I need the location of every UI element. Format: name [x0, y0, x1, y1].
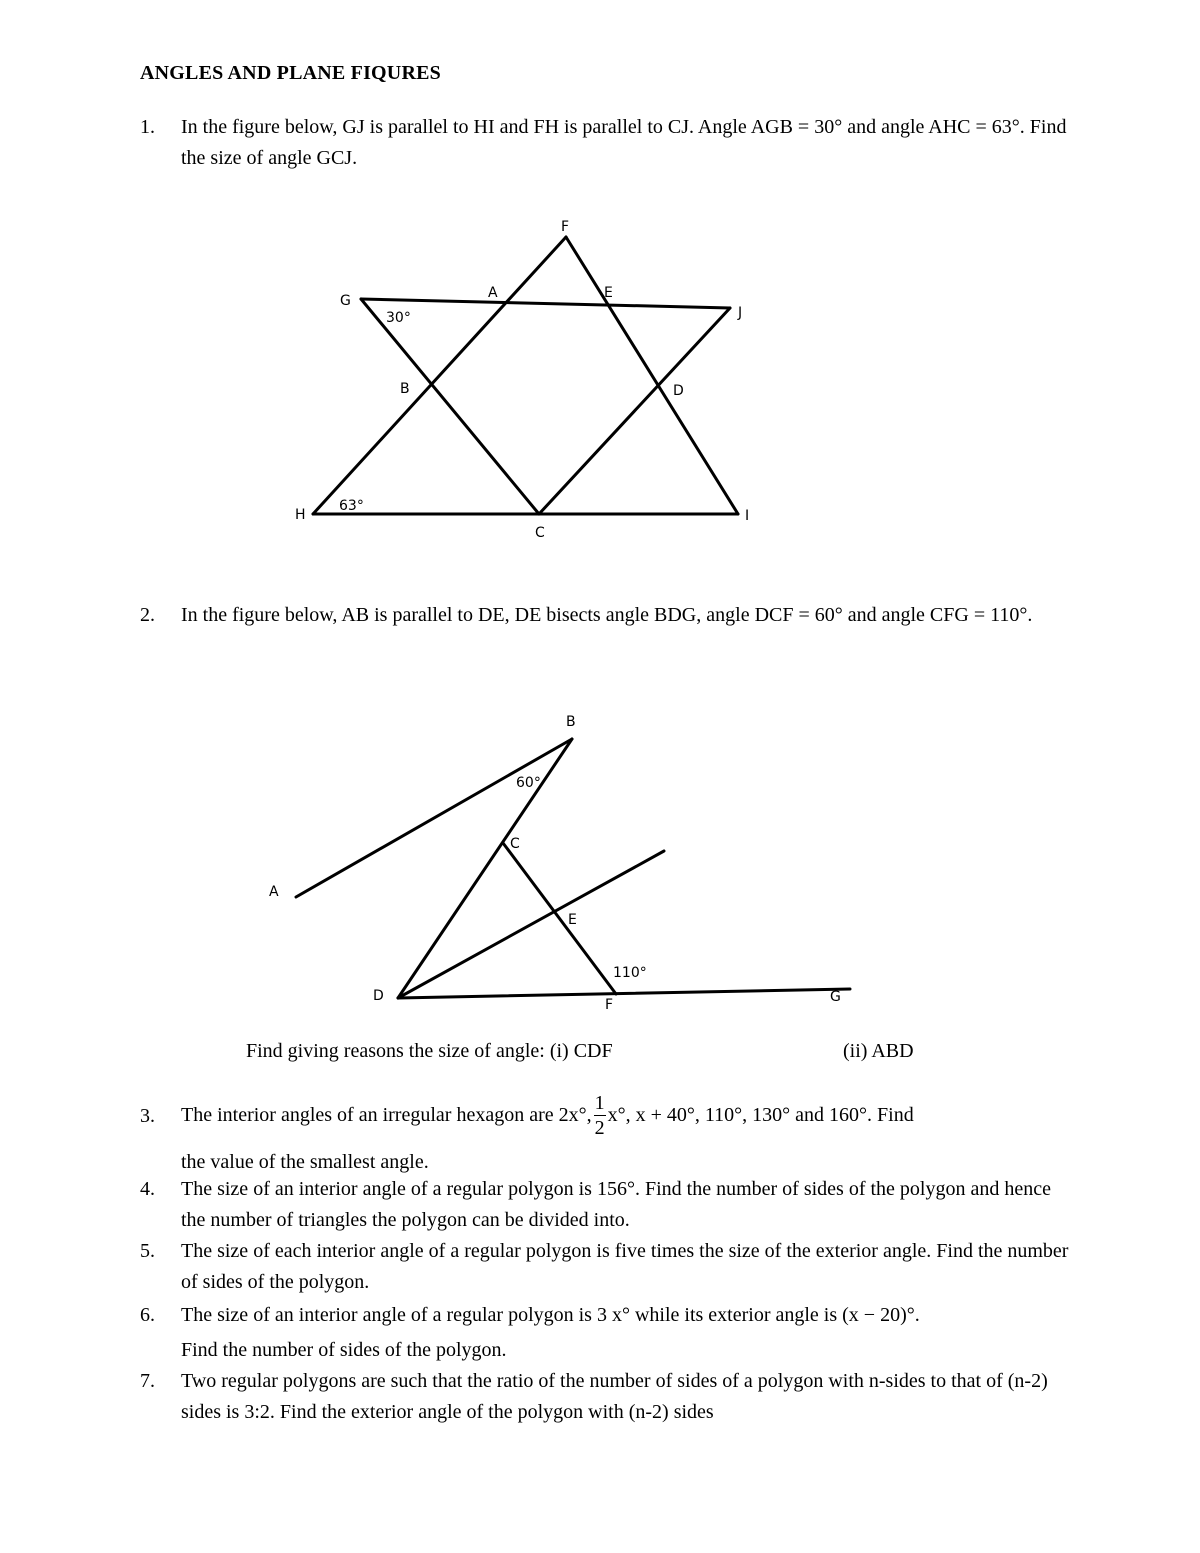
- question-text: In the figure below, GJ is parallel to HI and FH is parallel to CJ. Angle AGB = 30° and angle AHC = 63°. Find the size of angle GCJ.: [181, 116, 1067, 169]
- fraction-denominator: 2: [594, 1117, 605, 1139]
- question-number: 3.: [140, 1105, 155, 1127]
- label-b: B: [566, 714, 576, 730]
- label-c: C: [510, 836, 520, 852]
- question-number: 2.: [140, 604, 155, 626]
- find-prompt-part-2: (ii) ABD: [843, 1040, 914, 1062]
- question-number: 1.: [140, 116, 155, 138]
- label-d: D: [373, 988, 384, 1004]
- line-ab: [296, 739, 572, 897]
- question-text: [181, 1093, 1071, 1155]
- label-j: J: [738, 305, 743, 321]
- angle-label-ahc: 63°: [339, 498, 364, 514]
- question-text: The size of each interior angle of a regular polygon is five times the size of the exterior angle. Find the number of sides of the polygon.: [181, 1240, 1069, 1293]
- angle-label-agb: 30°: [386, 310, 411, 326]
- label-a: A: [488, 285, 498, 301]
- question-text-part: The interior angles of an irregular hexagon are 2x°,: [181, 1104, 592, 1126]
- label-c: C: [535, 525, 545, 541]
- line-dg: [398, 989, 850, 998]
- question-number: 5.: [140, 1240, 155, 1262]
- question-number: 6.: [140, 1304, 155, 1326]
- question-text: The size of an interior angle of a regular polygon is 156°. Find the number of sides of the polygon and hence the number of triangles the polygon can be divided into.: [181, 1178, 1051, 1231]
- label-a: A: [269, 884, 279, 900]
- label-e: E: [604, 285, 613, 301]
- question-text: The size of an interior angle of a regular polygon is 3 x° while its exterior angle is (x − 20)°.: [181, 1304, 920, 1326]
- question-text: Two regular polygons are such that the ratio of the number of sides of a polygon with n-sides to that of (n-2) sides is 3:2. Find the exterior angle of the polygon with (n-2) sides: [181, 1370, 1048, 1423]
- question-text: the value of the smallest angle.: [181, 1151, 429, 1173]
- label-g: G: [340, 293, 351, 309]
- question-text: Find the number of sides of the polygon.: [181, 1339, 507, 1361]
- label-b: B: [400, 381, 410, 397]
- question-text-part: x°, x + 40°, 110°, 130° and 160°. Find: [607, 1104, 914, 1126]
- label-f: F: [561, 219, 570, 235]
- fraction: [594, 1093, 606, 1138]
- label-f: F: [605, 997, 614, 1013]
- line-cf: [503, 843, 616, 994]
- label-g: G: [830, 989, 841, 1005]
- line-bd: [398, 739, 572, 998]
- label-d: D: [673, 383, 684, 399]
- angle-label-dcf: 60°: [516, 775, 541, 791]
- question-number: 7.: [140, 1370, 155, 1392]
- fraction-bar: [594, 1115, 606, 1116]
- question-text: In the figure below, AB is parallel to DE, DE bisects angle BDG, angle DCF = 60° and angle CFG = 110°.: [181, 604, 1033, 626]
- angle-label-cfg: 110°: [613, 965, 647, 981]
- find-prompt: Find giving reasons the size of angle: (i) CDF: [246, 1040, 613, 1062]
- label-e: E: [568, 912, 577, 928]
- question-number: 4.: [140, 1178, 155, 1200]
- label-i: I: [745, 508, 750, 524]
- fraction-numerator: 1: [594, 1092, 605, 1114]
- page-title: ANGLES AND PLANE FIQURES: [140, 62, 441, 84]
- label-h: H: [295, 507, 306, 523]
